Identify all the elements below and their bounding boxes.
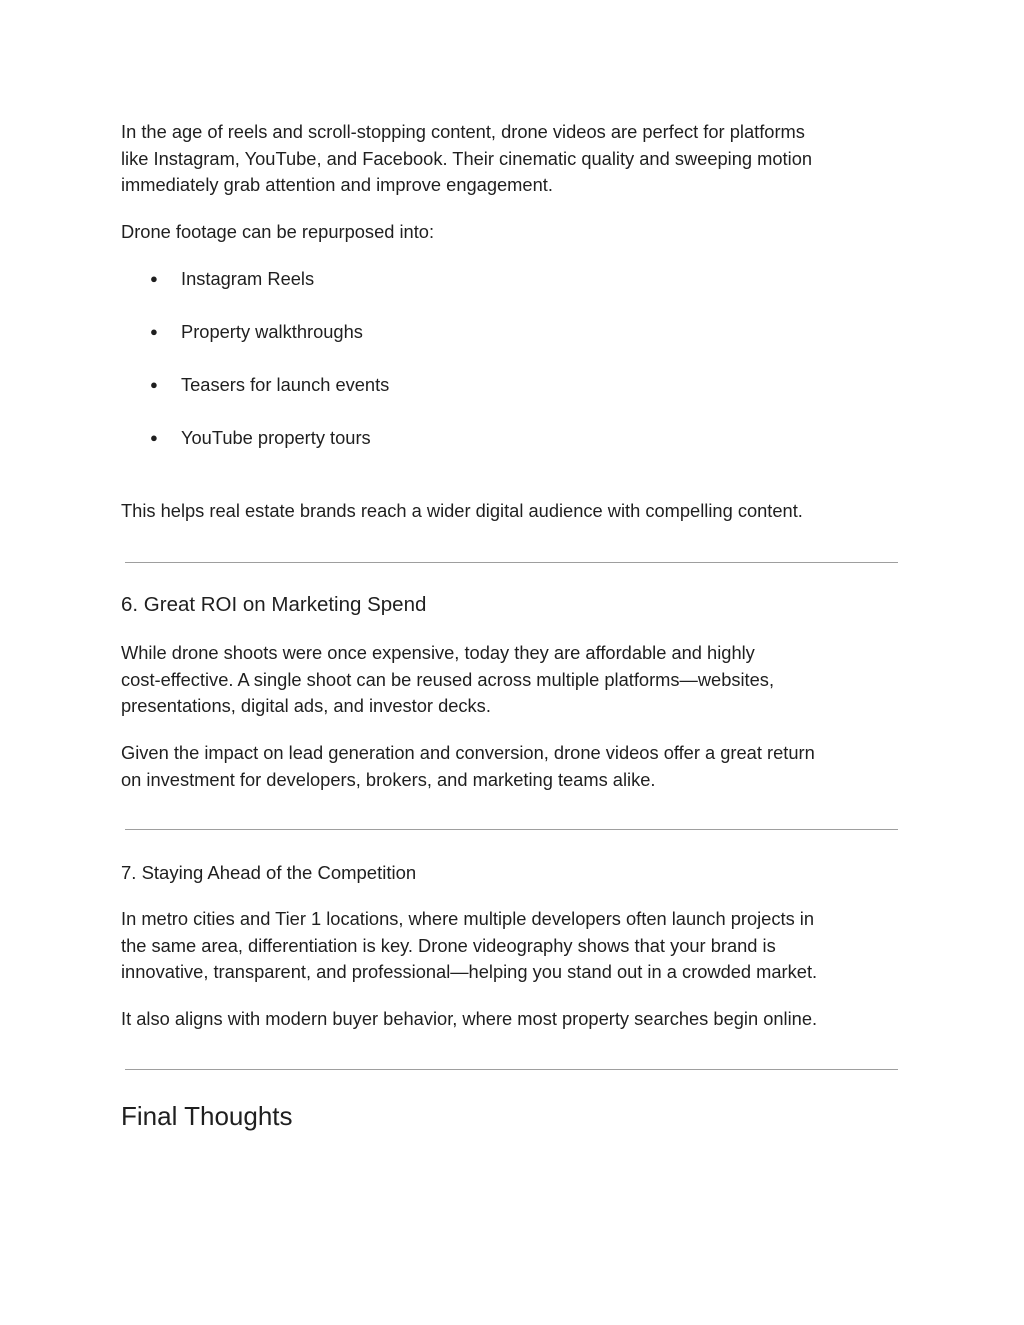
repurpose-lead: Drone footage can be repurposed into:	[121, 221, 435, 242]
section-7-heading: 7. Staying Ahead of the Competition	[121, 862, 417, 883]
list-item	[0, 319, 1024, 345]
paragraph-line: innovative, transparent, and professional—helping you stand out in a crowded market.	[121, 961, 818, 983]
final-thoughts-heading: Final Thoughts	[121, 1101, 293, 1131]
section-6-paragraph-2	[121, 740, 911, 793]
section-divider	[125, 1069, 898, 1070]
intro-line: In the age of reels and scroll-stopping content, drone videos are perfect for platforms	[121, 121, 805, 142]
paragraph-line: Given the impact on lead generation and conversion, drone videos offer a great return	[121, 742, 815, 763]
section-6-heading: 6. Great ROI on Marketing Spend	[121, 593, 427, 616]
section-divider	[125, 562, 898, 563]
list-item-label: Instagram Reels	[181, 268, 315, 289]
bullet-icon: ●	[150, 271, 158, 286]
list-item	[0, 266, 1024, 292]
paragraph-line: In metro cities and Tier 1 locations, where multiple developers often launch projects in	[121, 908, 815, 929]
paragraph-line: cost-effective. A single shoot can be reused across multiple platforms—websites,	[121, 668, 775, 690]
paragraph-line: While drone shoots were once expensive, today they are affordable and highly	[121, 642, 755, 663]
bullet-icon: ●	[150, 324, 158, 339]
list-item	[0, 425, 1024, 451]
paragraph-line: It also aligns with modern buyer behavior, where most property searches begin online.	[121, 1008, 818, 1029]
intro-line: immediately grab attention and improve engagement.	[121, 174, 553, 196]
list-item-label: Property walkthroughs	[181, 321, 363, 342]
bullet-icon: ●	[150, 430, 158, 445]
section-divider	[125, 829, 898, 830]
reach-paragraph: This helps real estate brands reach a wider digital audience with compelling content.	[121, 500, 803, 521]
list-item	[0, 372, 1024, 398]
list-item-label: Teasers for launch events	[181, 374, 390, 395]
bullet-icon: ●	[150, 377, 158, 392]
intro-paragraph	[121, 119, 911, 199]
paragraph-line: presentations, digital ads, and investor decks.	[121, 695, 491, 717]
paragraph-line: on investment for developers, brokers, and marketing teams alike.	[121, 768, 656, 790]
intro-line: like Instagram, YouTube, and Facebook. Their cinematic quality and sweeping motion	[121, 147, 813, 169]
section-7-paragraph-1	[121, 906, 911, 986]
section-6-paragraph-1	[121, 640, 911, 720]
paragraph-line: the same area, differentiation is key. Drone videography shows that your brand is	[121, 934, 776, 956]
list-item-label: YouTube property tours	[181, 427, 371, 448]
section-7-paragraph-2	[121, 1006, 911, 1033]
